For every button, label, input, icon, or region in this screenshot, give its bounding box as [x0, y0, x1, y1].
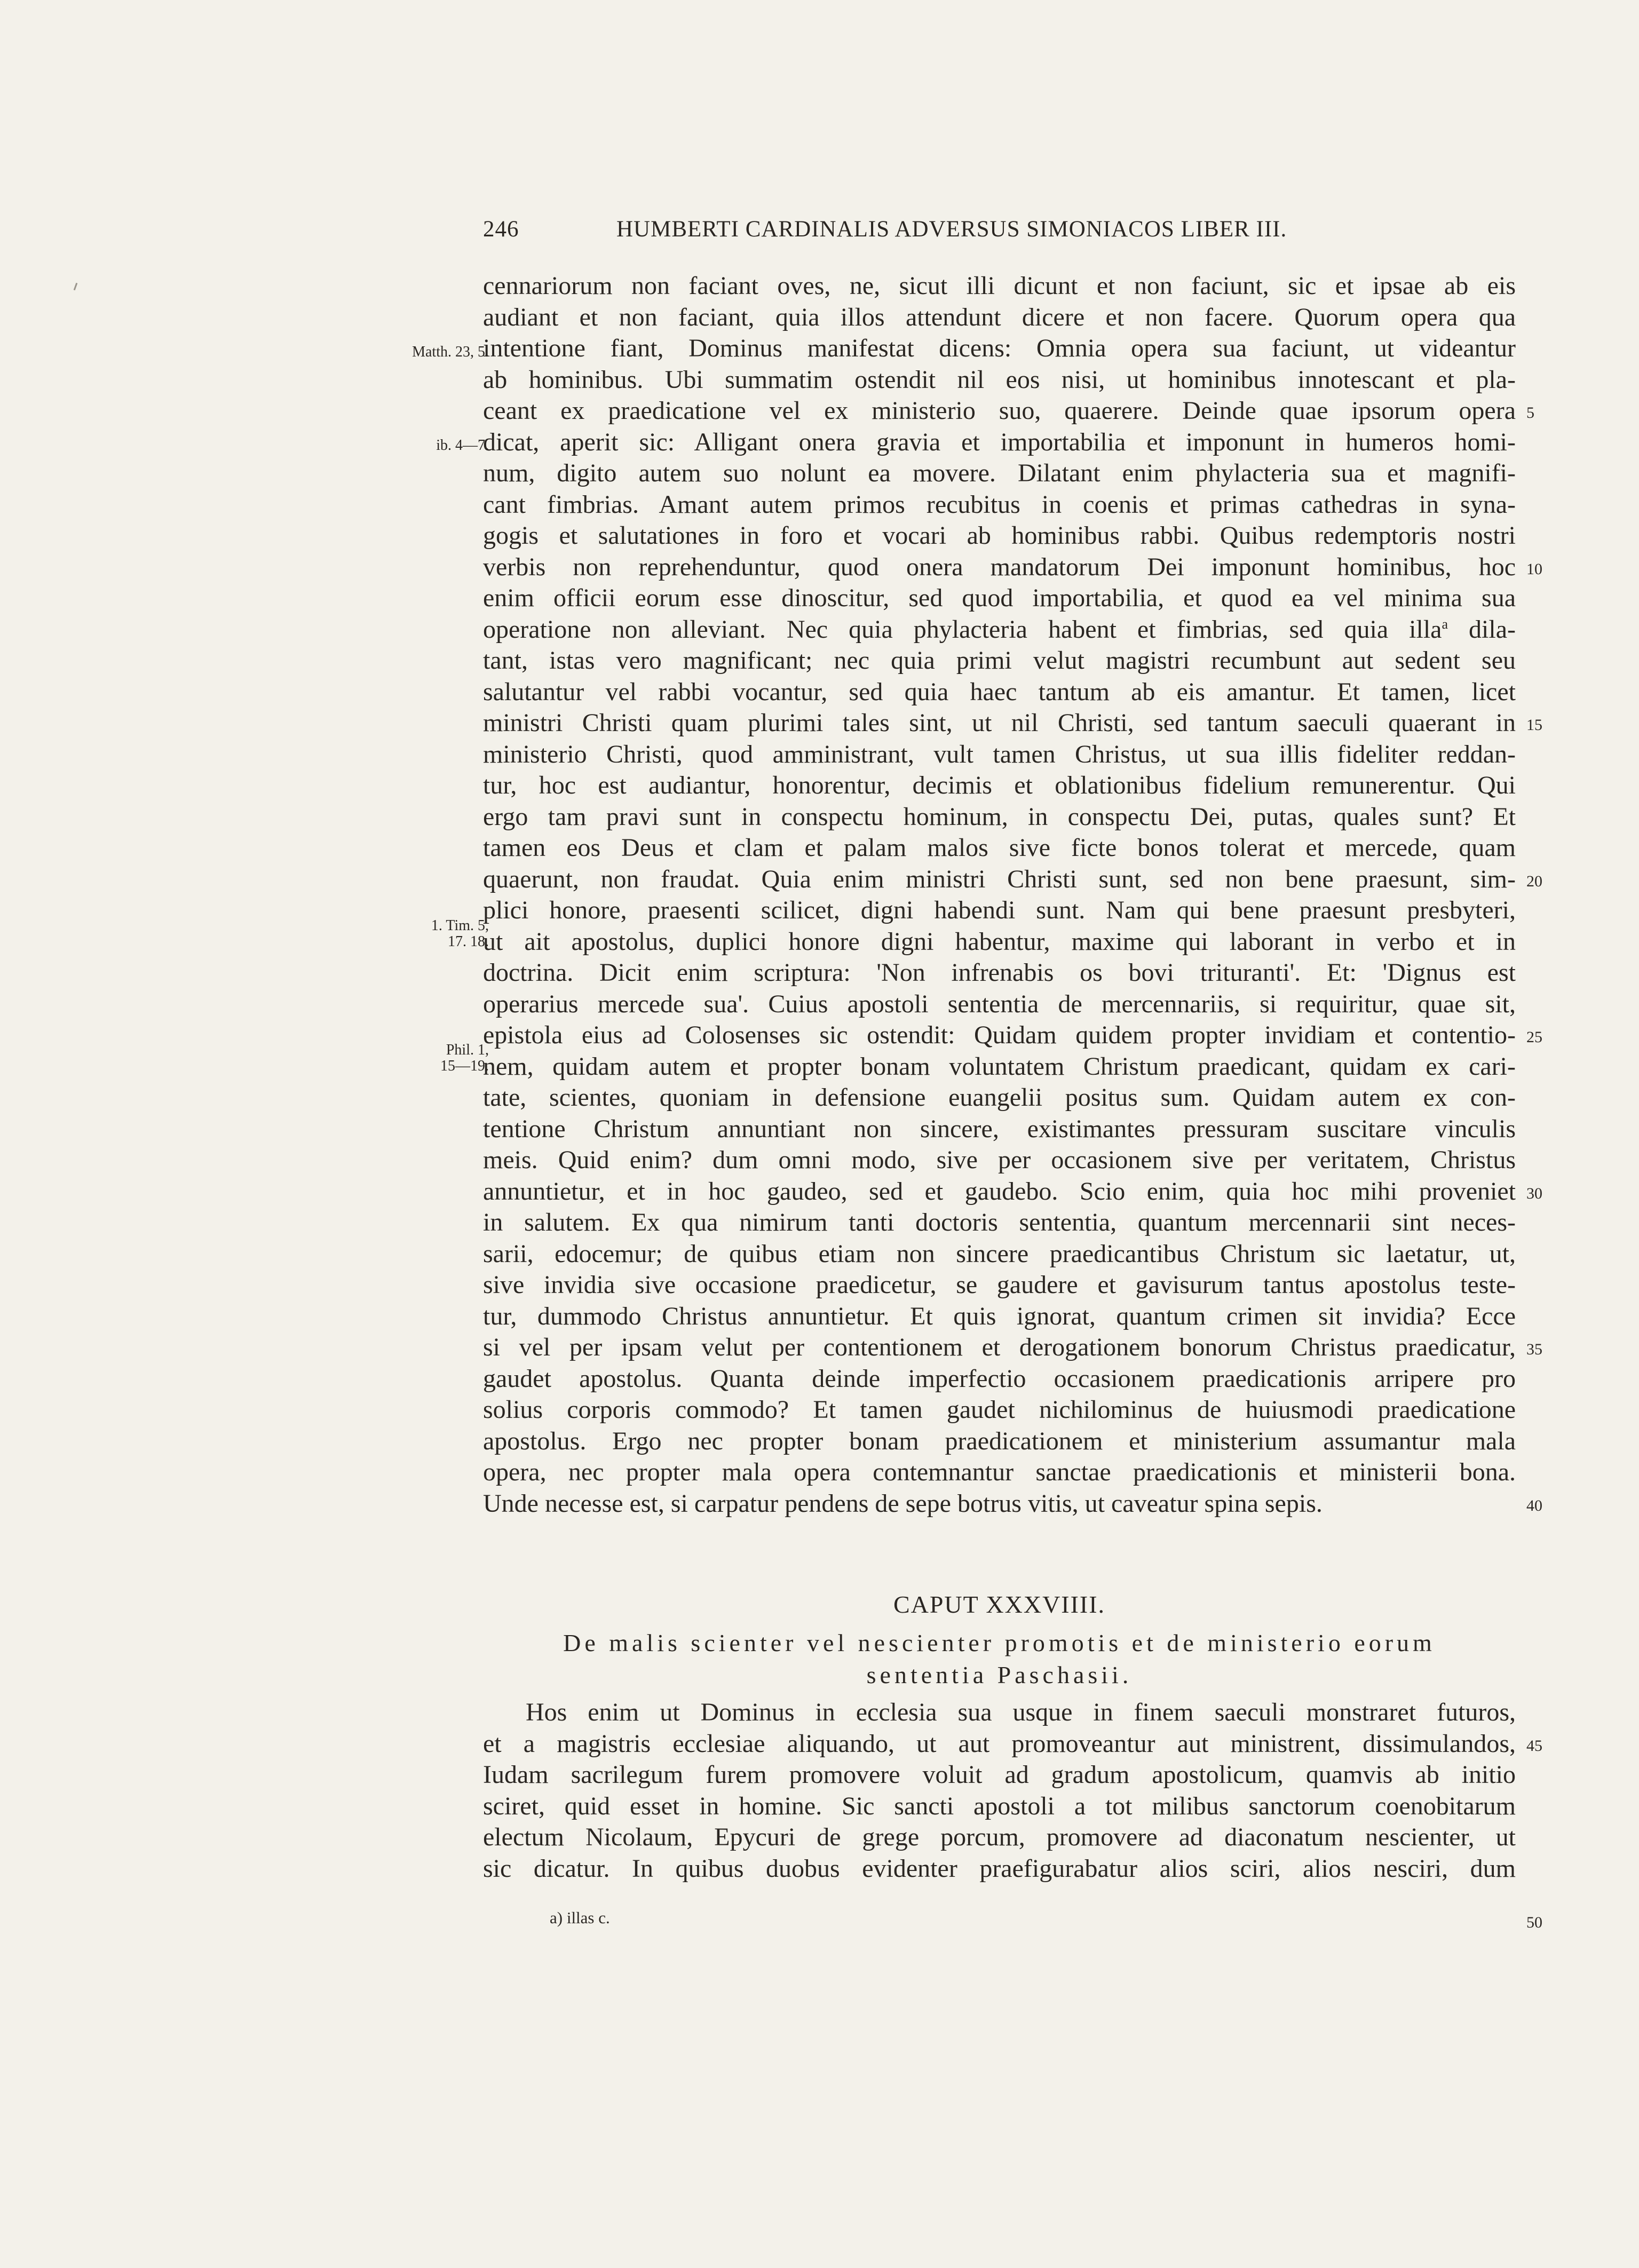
text-line — [483, 1176, 1542, 1208]
text-line-content: dila- — [1448, 615, 1516, 644]
line-number: 35 — [1526, 1341, 1542, 1358]
text-line — [483, 614, 1516, 646]
chapter-subtitle-cont: sententia Paschasii. — [866, 1661, 1133, 1688]
text-line-content: ceant ex praedicatione vel ex ministerio suo, quaerere. Deinde quae ipsorum opera — [483, 396, 1516, 425]
text-line: audiant et non faciant, quia illos attendunt dicere et non facere. Quorum opera qua — [483, 303, 1516, 331]
text-line: tamen eos Deus et clam et palam malos sive ficte bonos tolerat et mercede, quam — [483, 834, 1516, 862]
line-number: 30 — [1526, 1184, 1542, 1202]
text-line: solius corporis commodo? Et tamen gaudet nichilominus de huiusmodi praedicatione — [483, 1395, 1516, 1424]
text-line: nem, quidam autem et propter bonam voluntatem Christum praedicant, quidam ex cari- — [483, 1052, 1516, 1081]
margin-ref-matth: Matth. 23, 5. — [412, 344, 489, 360]
line-number: 15 — [1526, 716, 1542, 734]
text-line: cant fimbrias. Amant autem primos recubitus in coenis et primas cathedras in syna- — [483, 490, 1516, 519]
text-line: tur, dummodo Christus annuntietur. Et quis ignorat, quantum crimen sit invidia? Ecce — [483, 1302, 1516, 1330]
text-line: sciret, quid esset in homine. Sic sancti apostoli a tot milibus sanctorum coenobitarum — [483, 1791, 1516, 1820]
text-line — [483, 395, 1534, 427]
text-line — [483, 1728, 1542, 1760]
footnote: a) illas c. — [550, 1908, 610, 1927]
main-text — [483, 271, 1542, 1519]
text-line — [483, 1332, 1542, 1363]
text-line: apostolus. Ergo nec propter bonam praedicationem et ministerium assumantur mala — [483, 1426, 1516, 1455]
text-line — [483, 552, 1542, 583]
line-number: 25 — [1526, 1028, 1542, 1046]
text-line: ab hominibus. Ubi summatim ostendit nil eos nisi, ut hominibus innotescant et pla- — [483, 365, 1516, 394]
text-line: salutantur vel rabbi vocantur, sed quia haec tantum ab eis amantur. Et tamen, licet — [483, 677, 1516, 706]
text-line: tant, istas vero magnificant; nec quia primi velut magistri recumbunt aut sedent seu — [483, 646, 1516, 675]
text-line: ut ait apostolus, duplici honore digni habentur, maxime qui laborant in verbo et in — [483, 927, 1516, 956]
text-line: cennariorum non faciant oves, ne, sicut illi dicunt et non faciunt, sic et ipsae ab eis — [483, 272, 1516, 300]
margin-ref-phil: Phil. 1, — [446, 1042, 489, 1058]
margin-ref-ib: ib. 4—7. — [436, 437, 489, 454]
chapter-heading: CAPUT XXXVIIII. — [893, 1591, 1106, 1618]
text-line — [483, 708, 1542, 739]
text-line — [483, 864, 1542, 895]
text-line: sive invidia sive occasione praedicetur, se gaudere et gavisurum tantus apostolus teste- — [483, 1271, 1516, 1299]
text-line: tate, scientes, quoniam in defensione euangelii positus sum. Quidam autem ex con- — [483, 1083, 1516, 1112]
text-line: meis. Quid enim? dum omni modo, sive per occasionem sive per veritatem, Christus — [483, 1146, 1516, 1174]
margin-ref-phil-verses: 15—19. — [440, 1058, 489, 1074]
text-line — [483, 1488, 1542, 1520]
margin-ref-tim: 1. Tim. 5, — [431, 917, 489, 934]
footnote-marker: a — [1442, 616, 1448, 632]
text-line-content: et a magistris ecclesiae aliquando, ut aut promoveantur aut ministrent, dissimulandos, — [483, 1729, 1516, 1758]
chapter-subtitle: De malis scienter vel nescienter promotis et de ministerio eorum — [563, 1629, 1436, 1656]
text-line-content: quaerunt, non fraudat. Quia enim ministri Christi sunt, sed non bene praesunt, sim- — [483, 865, 1516, 893]
text-line — [483, 1020, 1542, 1051]
text-line: plici honore, praesenti scilicet, digni habendi sunt. Nam qui bene praesunt presbyteri, — [483, 896, 1516, 924]
text-line: enim officii eorum esse dinoscitur, sed quod importabilia, et quod ea vel minima sua — [483, 584, 1516, 612]
text-line: num, digito autem suo nolunt ea movere. Dilatant enim phylacteria sua et magnifi- — [483, 459, 1516, 487]
line-number: 5 — [1526, 404, 1534, 422]
line-number: 40 — [1526, 1496, 1542, 1514]
text-line: tur, hoc est audiantur, honorentur, decimis et oblationibus fidelium remunerentur. Qui — [483, 771, 1516, 799]
text-line-content: si vel per ipsam velut per contentionem et derogationem bonorum Christus praedicatur, — [483, 1333, 1516, 1361]
text-line: ergo tam pravi sunt in conspectu hominum, in conspectu Dei, putas, quales sunt? Et — [483, 802, 1516, 831]
page-number: 246 — [483, 217, 519, 242]
text-line: intentione fiant, Dominus manifestat dicens: Omnia opera sua faciunt, ut videantur — [483, 334, 1516, 362]
text-line: doctrina. Dicit enim scriptura: 'Non infrenabis os bovi trituranti'. Et: 'Dignus est — [483, 958, 1516, 987]
text-line: dicat, aperit sic: Alligant onera gravia et importabilia et imponunt in humeros homi- — [483, 427, 1516, 456]
line-number: 20 — [1526, 872, 1542, 890]
text-line: ministerio Christi, quod amministrant, vult tamen Christus, ut sua illis fideliter reddan- — [483, 740, 1516, 768]
text-line: opera, nec propter mala opera contemnantur sanctae praedicationis et ministerii bona. — [483, 1458, 1516, 1486]
text-line: sarii, edocemur; de quibus etiam non sincere praedicantibus Christum sic laetatur, ut, — [483, 1239, 1516, 1268]
text-line-content: epistola eius ad Colosenses sic ostendit: Quidam quidem propter invidiam et contentio- — [483, 1021, 1516, 1049]
text-line: in salutem. Ex qua nimirum tanti doctoris sententia, quantum mercennarii sint neces- — [483, 1208, 1516, 1236]
text-line: electum Nicolaum, Epycuri de grege porcum, promovere ad diaconatum nescienter, ut — [483, 1823, 1516, 1851]
text-line-content: ministri Christi quam plurimi tales sint, ut nil Christi, sed tantum saeculi quaerant in — [483, 709, 1516, 737]
text-line-content: operatione non alleviant. Nec quia phylacteria habent et fimbrias, sed quia illa — [483, 615, 1442, 644]
text-line-content: verbis non reprehenduntur, quod onera mandatorum Dei imponunt hominibus, hoc — [483, 552, 1516, 581]
text-line: sic dicatur. In quibus duobus evidenter praefigurabatur alios sciri, alios nesciri, dum — [483, 1854, 1516, 1883]
text-line: gaudet apostolus. Quanta deinde imperfectio occasionem praedicationis arripere pro — [483, 1364, 1516, 1393]
text-line: tentione Christum annuntiant non sincere, existimantes pressuram suscitare vinculis — [483, 1114, 1516, 1143]
text-line-content: annuntietur, et in hoc gaudeo, sed et gaudebo. Scio enim, quia hoc mihi proveniet — [483, 1177, 1516, 1206]
line-number: 45 — [1526, 1736, 1542, 1755]
text-line: operarius mercede sua'. Cuius apostoli sententia de mercennariis, si requiritur, quae sit, — [483, 989, 1516, 1018]
text-line: Hos enim ut Dominus in ecclesia sua usque in finem saeculi monstraret futuros, — [526, 1698, 1516, 1726]
chapter-text — [483, 1697, 1542, 1884]
line-number: 50 — [1526, 1914, 1542, 1931]
text-line: gogis et salutationes in foro et vocari ab hominibus rabbi. Quibus redemptoris nostri — [483, 521, 1516, 550]
margin-ref-tim-verses: 17. 18. — [448, 933, 489, 950]
text-line-content: Unde necesse est, si carpatur pendens de sepe botrus vitis, ut caveatur spina sepis. — [483, 1489, 1323, 1518]
text-line: Iudam sacrilegum furem promovere voluit ad gradum apostolicum, quamvis ab initio — [483, 1761, 1516, 1789]
running-title: HUMBERTI CARDINALIS ADVERSUS SIMONIACOS LIBER III. — [616, 217, 1287, 242]
line-number: 10 — [1526, 560, 1542, 578]
margin-mark — [74, 283, 78, 290]
